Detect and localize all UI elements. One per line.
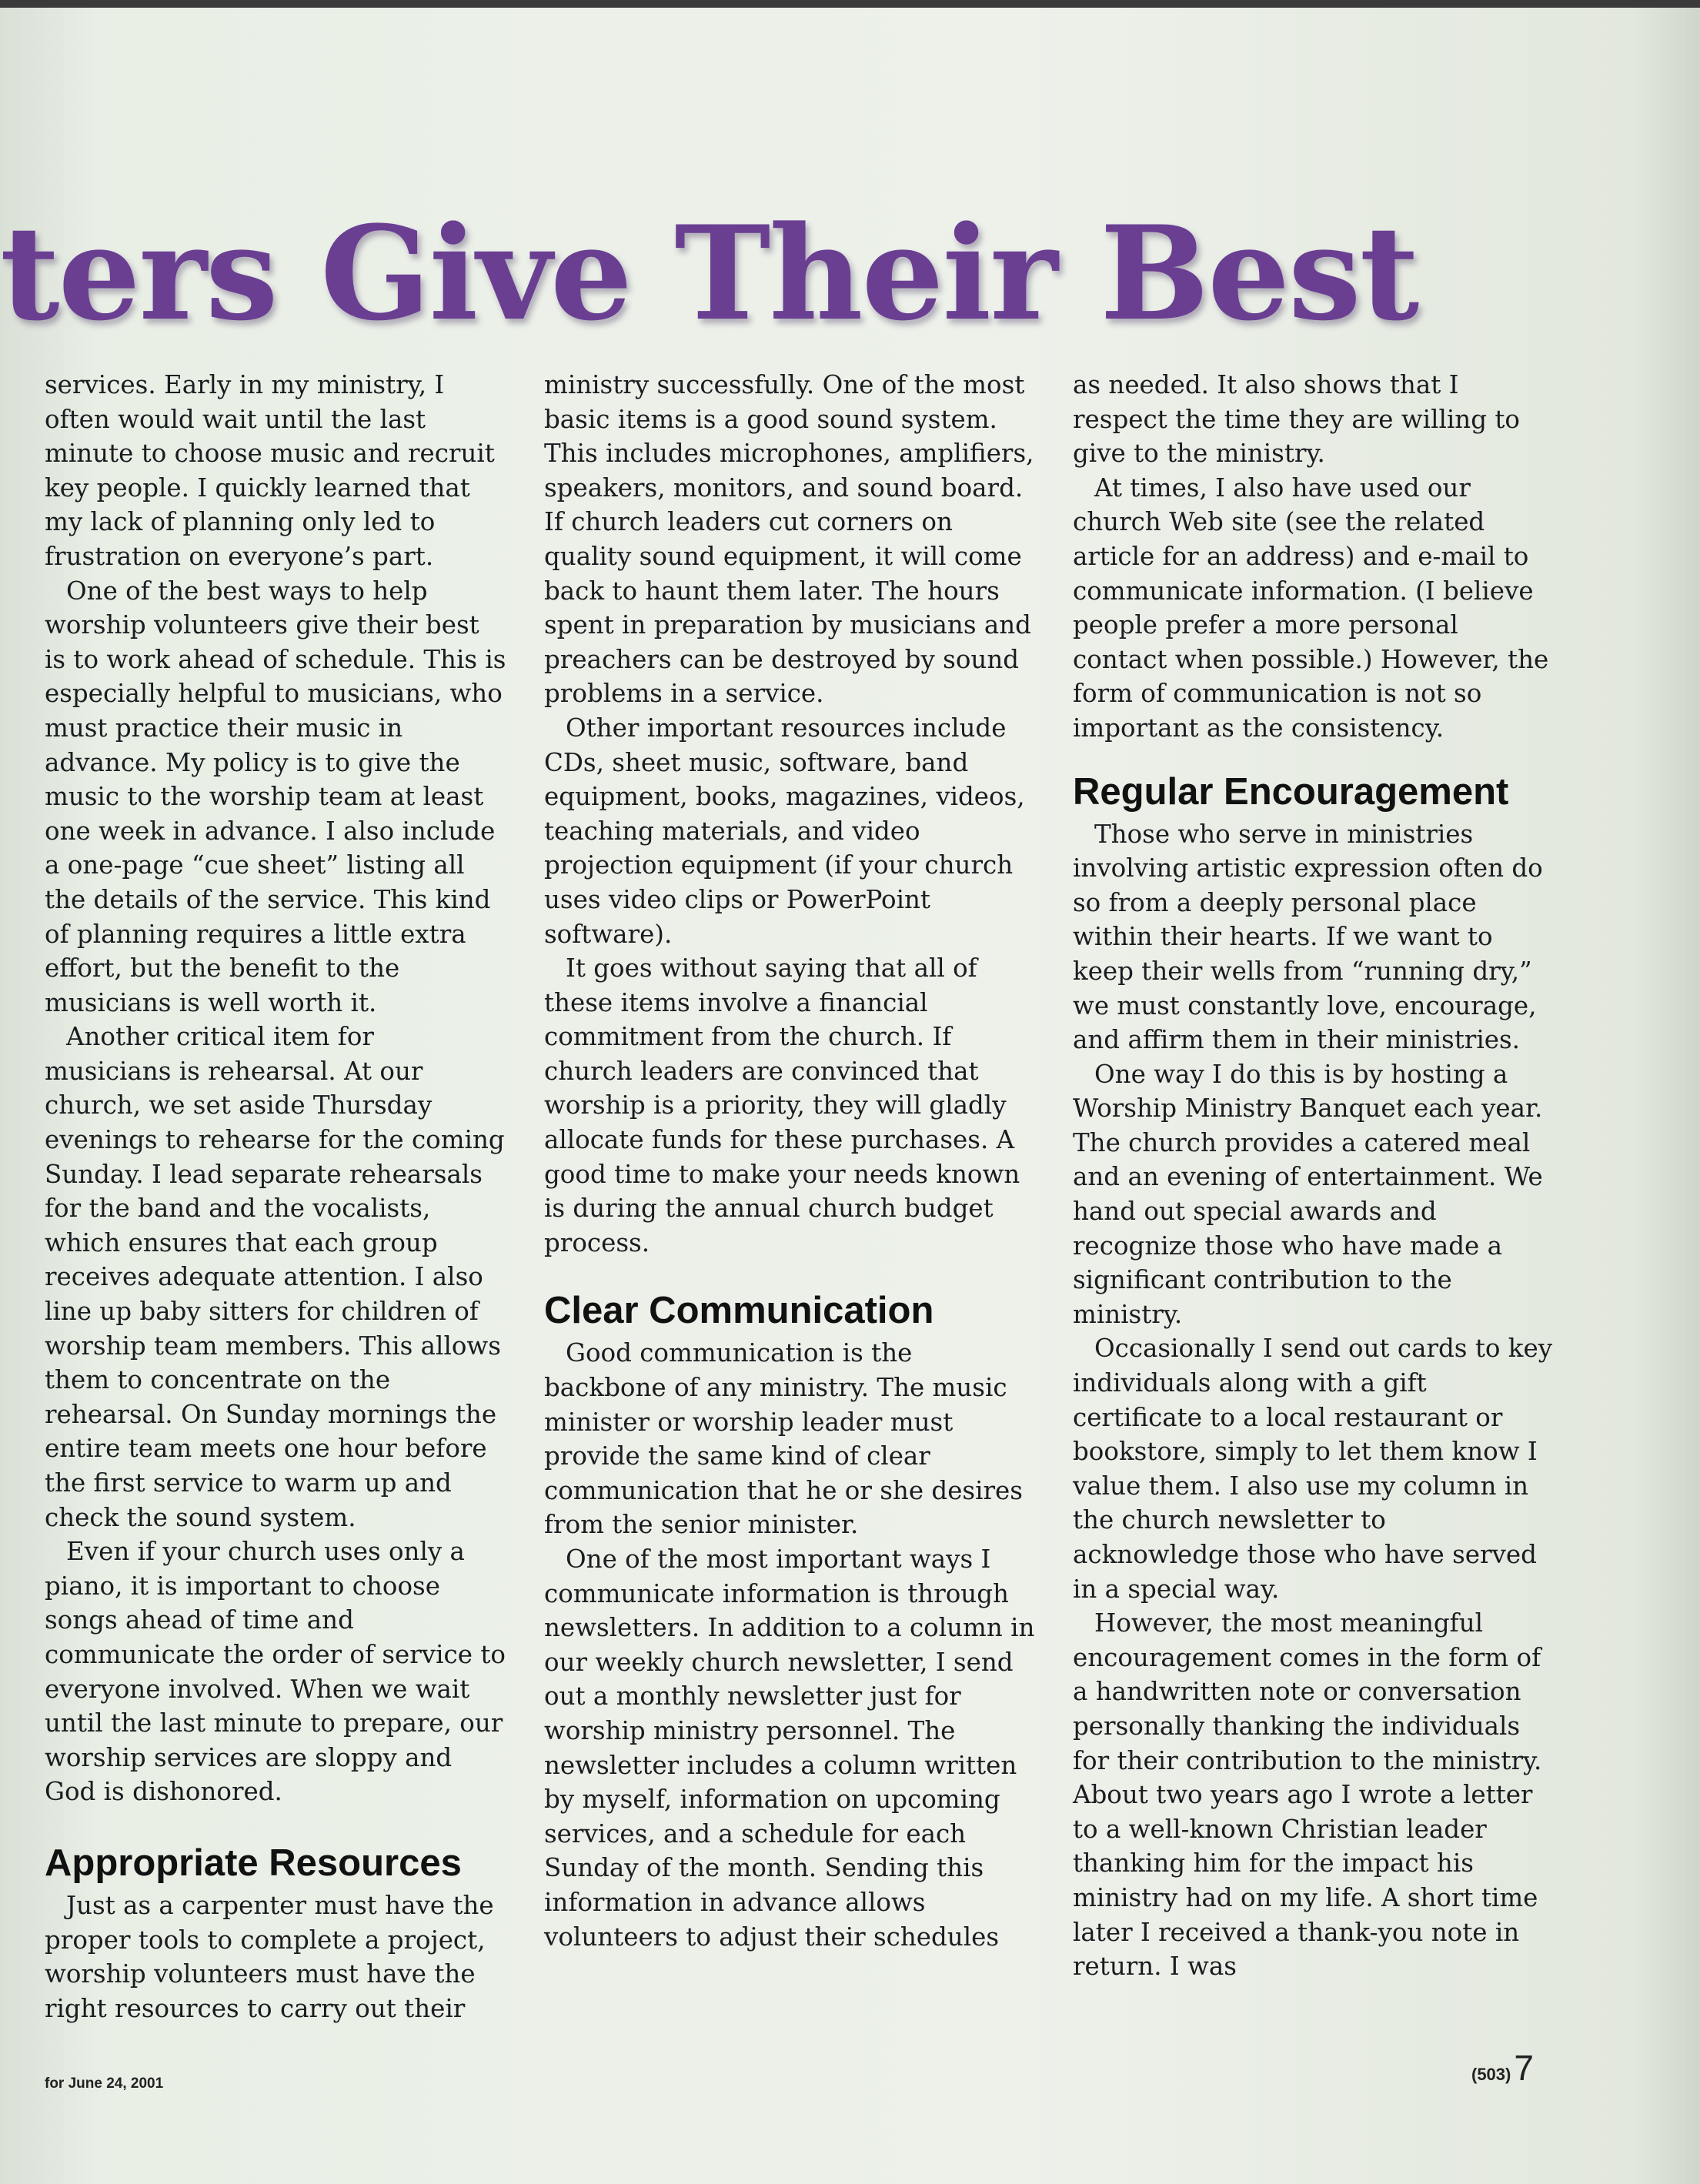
section-heading-clear-communication: Clear Communication xyxy=(544,1290,934,1332)
page-top-edge xyxy=(0,0,1700,8)
paragraph: ministry successfully. One of the most basic items is a good sound system. This includes microphones, amplifiers, speakers, monitors, and sound board. If church leaders cut corners on quality sound equipment, it will come back to haunt them later. The hours spent in preparation by musicians and preachers can be destroyed by sound problems in a service. xyxy=(544,370,1034,709)
paragraph: Occasionally I send out cards to key individuals along with a gift certificate to a local restaurant or bookstore, simply to let them know I value them. I also use my column in the church newsletter to acknowledge those who have served in a special way. xyxy=(1073,1334,1553,1604)
paragraph: as needed. It also shows that I respect the time they are willing to give to the ministry. xyxy=(1073,370,1520,469)
paragraph: One way I do this is by hosting a Worship Ministry Banquet each year. The church provides a catered meal and an evening of entertainment. We hand out special awards and recognize those who have made a significant contribution to the ministry. xyxy=(1073,1059,1543,1329)
column-2 xyxy=(544,368,1037,1954)
paragraph: Good communication is the backbone of any ministry. The music minister or worship leader must provide the same kind of clear communication that he or she desires from the senior minister. xyxy=(544,1338,1023,1540)
paragraph: Other important resources include CDs, sheet music, software, band equipment, books, magazines, videos, teaching materials, and video projection equipment (if your church uses video clips or PowerPoint software). xyxy=(544,713,1025,949)
article-headline: ters Give Their Best xyxy=(0,197,1418,349)
paragraph: Those who serve in ministries involving artistic expression often do so from a deeply personal place within their hearts. If we want to keep their wells from “running dry,” we must constantly love, encourage, and affirm them in their ministries. xyxy=(1073,819,1543,1055)
column-3 xyxy=(1073,368,1558,1984)
paragraph: It goes without saying that all of these items involve a financial commitment from the church. If church leaders are convinced that worship is a priority, they will gladly allocate funds for these purchases. A good time to make your needs known is during the annual church budget process. xyxy=(544,953,1020,1257)
issue-number: (503) xyxy=(1471,2065,1511,2084)
paragraph: One of the most important ways I communicate information is through newsletters. In addition to a column in our weekly church newsletter, I send out a monthly newsletter just for worship ministry personnel. The newsletter includes a column written by myself, information on upcoming services, and a schedule for each Sunday of the month. Sending this information in advance allows volunteers to adjust their schedules xyxy=(544,1544,1035,1952)
page-number: 7 xyxy=(1514,2048,1534,2088)
section-heading-regular-encouragement: Regular Encouragement xyxy=(1073,770,1509,813)
paragraph: services. Early in my ministry, I often would wait until the last minute to choose music and recruit key people. I quickly learned that my lack of planning only led to frustration on everyone’s part. xyxy=(45,370,495,571)
section-heading-appropriate-resources: Appropriate Resources xyxy=(45,1842,462,1884)
column-1 xyxy=(45,368,506,2025)
paragraph: Just as a carpenter must have the proper tools to complete a project, worship volunteers must have the right resources to carry out their xyxy=(45,1890,494,2023)
paragraph: At times, I also have used our church Web site (see the related article for an address) and e-mail to communicate information. (I believe people prefer a more personal contact when possible.) However, the form of communication is not so important as the consistency. xyxy=(1073,473,1549,743)
footer-date: for June 24, 2001 xyxy=(45,2075,164,2092)
paragraph: One of the best ways to help worship volunteers give their best is to work ahead of schedule. This is especially helpful to musicians, who must practice their music in advance. My policy is to give the music to the worship team at least one week in advance. I also include a one-page “cue sheet” listing all the details of the service. This kind of planning requires a little extra effort, but the benefit to the musicians is well worth it. xyxy=(45,576,506,1017)
paragraph: Another critical item for musicians is rehearsal. At our church, we set aside Thursday evenings to rehearse for the coming Sunday. I lead separate rehearsals for the band and the vocalists, which ensures that each group receives adequate attention. I also line up baby sitters for children of worship team members. This allows them to concentrate on the rehearsal. On Sunday mornings the entire team meets one hour before the first service to warm up and check the sound system. xyxy=(45,1022,505,1532)
paragraph: Even if your church uses only a piano, it is important to choose songs ahead of time and communicate the order of service to everyone involved. When we wait until the last minute to prepare, our worship services are sloppy and God is dishonored. xyxy=(45,1537,506,1807)
footer-page-info xyxy=(1471,2047,1534,2089)
paragraph: However, the most meaningful encouragement comes in the form of a handwritten note or conversation personally thanking the individuals for their contribution to the ministry. About two years ago I wrote a letter to a well-known Christian leader thanking him for the impact his ministry had on my life. A short time later I received a thank-you note in return. I was xyxy=(1073,1608,1542,1982)
